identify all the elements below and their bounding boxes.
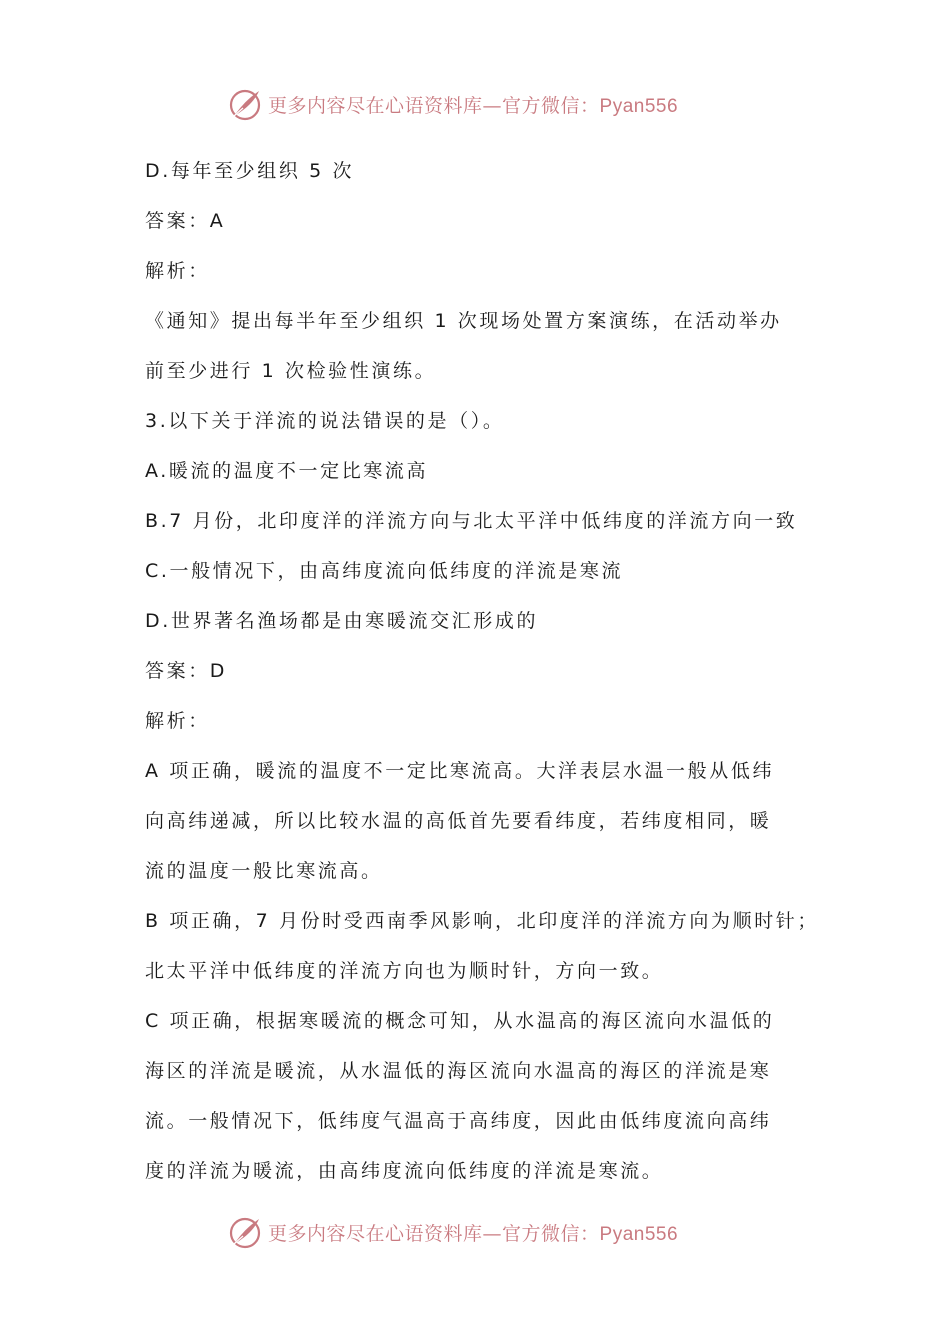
- banner-wechat-id: Pyan556: [599, 1223, 679, 1245]
- quill-pen-icon: [228, 1214, 264, 1250]
- text-line: 《通知》提出每半年至少组织 1 次现场处置方案演练，在活动举办: [145, 310, 782, 332]
- text-line: 海区的洋流是暖流，从水温低的海区流向水温高的海区的洋流是寒: [145, 1060, 772, 1082]
- document-body: [145, 146, 825, 1196]
- text-line: 向高纬递减，所以比较水温的高低首先要看纬度，若纬度相同，暖: [145, 810, 772, 832]
- text-line: 前至少进行 1 次检验性演练。: [145, 360, 437, 382]
- text-line: 度的洋流为暖流，由高纬度流向低纬度的洋流是寒流。: [145, 1160, 664, 1182]
- header-banner-text: [268, 91, 678, 118]
- text-line: 北太平洋中低纬度的洋流方向也为顺时针，方向一致。: [145, 960, 664, 982]
- text-line: 流的温度一般比寒流高。: [145, 860, 383, 882]
- analysis-label: 解析：: [145, 710, 210, 732]
- text-line: B 项正确，7 月份时受西南季风影响，北印度洋的洋流方向为顺时针；: [145, 910, 820, 932]
- option-d: D.世界著名渔场都是由寒暖流交汇形成的: [145, 610, 539, 632]
- option-c: C.一般情况下，由高纬度流向低纬度的洋流是寒流: [145, 560, 624, 582]
- answer-line: 答案：A: [145, 210, 226, 232]
- banner-wechat-id: Pyan556: [599, 95, 679, 117]
- text-line: D.每年至少组织 5 次: [145, 160, 355, 182]
- text-line: C 项正确，根据寒暖流的概念可知，从水温高的海区流向水温低的: [145, 1010, 775, 1032]
- text-line: 流。一般情况下，低纬度气温高于高纬度，因此由低纬度流向高纬: [145, 1110, 772, 1132]
- banner-title: 更多内容尽在心语资料库—官方微信：: [268, 1222, 600, 1245]
- answer-line: 答案：D: [145, 660, 228, 682]
- text-line: A 项正确，暖流的温度不一定比寒流高。大洋表层水温一般从低纬: [145, 760, 775, 782]
- banner-title: 更多内容尽在心语资料库—官方微信：: [268, 94, 600, 117]
- option-a: A.暖流的温度不一定比寒流高: [145, 460, 429, 482]
- header-banner: [228, 84, 748, 124]
- quill-pen-icon: [228, 86, 264, 122]
- question-title: 3.以下关于洋流的说法错误的是（）。: [145, 410, 505, 432]
- footer-banner: [228, 1212, 748, 1252]
- option-b: B.7 月份，北印度洋的洋流方向与北太平洋中低纬度的洋流方向一致: [145, 510, 798, 532]
- footer-banner-text: [268, 1219, 678, 1246]
- analysis-label: 解析：: [145, 260, 210, 282]
